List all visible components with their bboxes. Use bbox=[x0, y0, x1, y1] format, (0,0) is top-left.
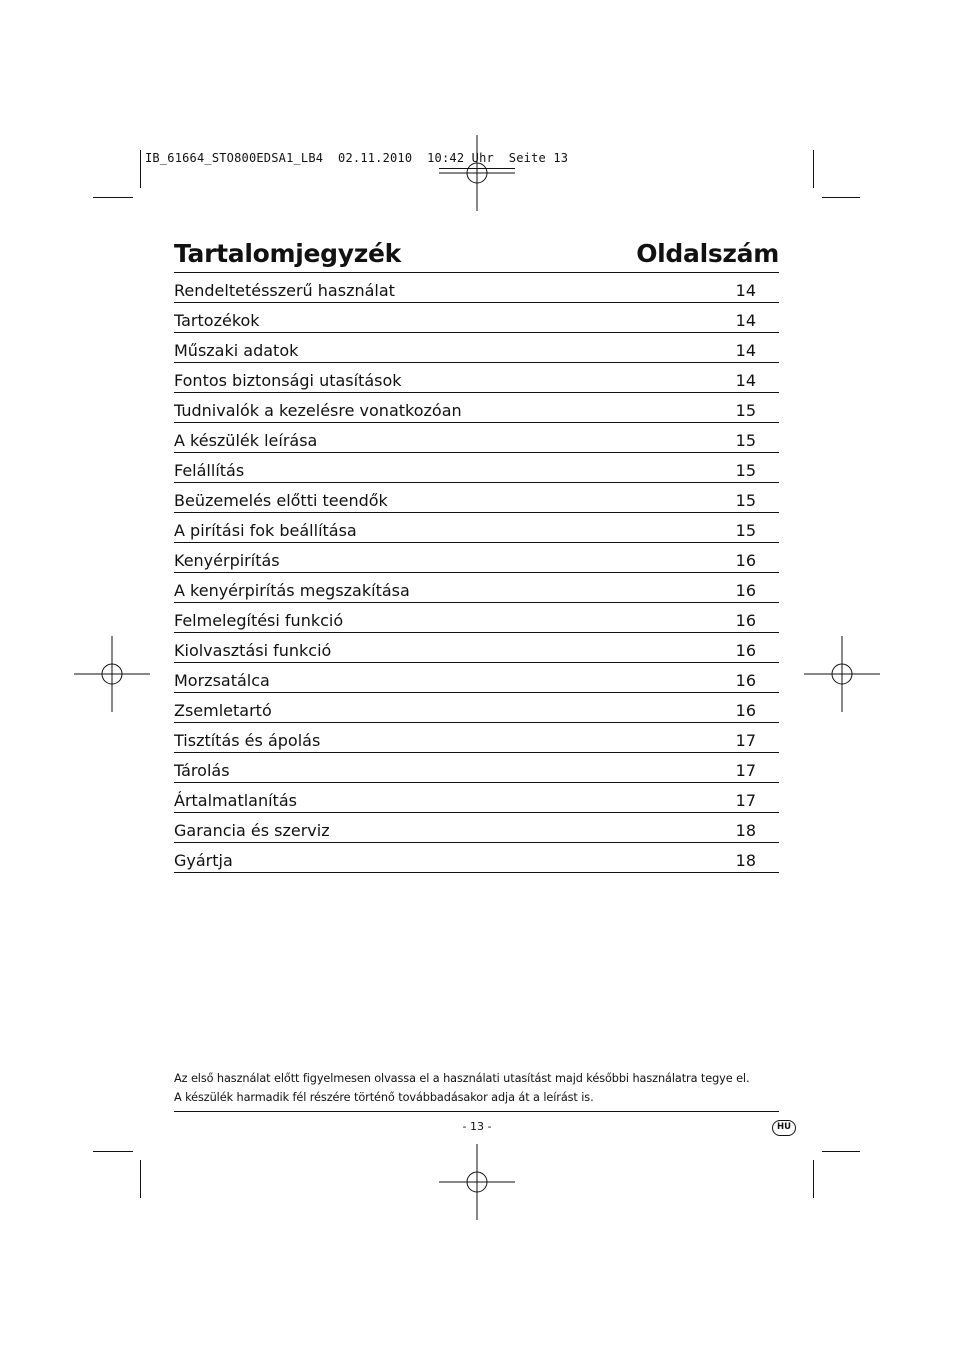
toc-entry-page: 17 bbox=[735, 791, 756, 810]
toc-entry bbox=[174, 339, 779, 363]
toc-entry bbox=[174, 609, 779, 633]
toc-entry-page: 15 bbox=[735, 521, 756, 540]
toc-entry-page: 15 bbox=[735, 401, 756, 420]
toc-page-heading: Oldalszám bbox=[636, 239, 779, 268]
toc-entry-label: Gyártja bbox=[174, 851, 233, 870]
toc-entry bbox=[174, 279, 779, 303]
crop-mark bbox=[813, 150, 814, 188]
toc-entry bbox=[174, 399, 779, 423]
registration-mark-icon bbox=[439, 1144, 515, 1220]
crop-mark bbox=[93, 1151, 133, 1152]
page-number: - 13 - bbox=[462, 1120, 492, 1133]
footer-rule bbox=[174, 1111, 779, 1112]
toc-entry bbox=[174, 819, 779, 843]
footer-note-line: A készülék harmadik fél részére történő továbbadásakor adja át a leírást is. bbox=[174, 1091, 594, 1104]
toc-entry-label: A kenyérpirítás megszakítása bbox=[174, 581, 410, 600]
table-of-contents bbox=[174, 236, 779, 879]
toc-entry bbox=[174, 699, 779, 723]
toc-entry-page: 16 bbox=[735, 611, 756, 630]
language-badge: HU bbox=[772, 1120, 796, 1136]
toc-entry-page: 18 bbox=[735, 851, 756, 870]
toc-header bbox=[174, 236, 779, 273]
registration-mark-icon bbox=[804, 636, 880, 712]
toc-entry bbox=[174, 309, 779, 333]
toc-entry-page: 14 bbox=[735, 371, 756, 390]
toc-entry-page: 14 bbox=[735, 311, 756, 330]
toc-entry-page: 14 bbox=[735, 341, 756, 360]
toc-entry bbox=[174, 729, 779, 753]
toc-entry-page: 16 bbox=[735, 701, 756, 720]
toc-entry-label: Tisztítás és ápolás bbox=[174, 731, 321, 750]
toc-entry-page: 17 bbox=[735, 761, 756, 780]
toc-entry bbox=[174, 519, 779, 543]
toc-entry-page: 16 bbox=[735, 581, 756, 600]
print-slug: IB_61664_STO800EDSA1_LB4 02.11.2010 10:42 Uhr Seite 13 bbox=[145, 151, 569, 165]
toc-entry-label: Ártalmatlanítás bbox=[174, 791, 297, 810]
toc-entry-label: A készülék leírása bbox=[174, 431, 318, 450]
toc-entry-page: 16 bbox=[735, 641, 756, 660]
toc-title: Tartalomjegyzék bbox=[174, 239, 401, 268]
toc-entry bbox=[174, 429, 779, 453]
toc-entry-label: Kenyérpirítás bbox=[174, 551, 280, 570]
toc-entry-label: Garancia és szerviz bbox=[174, 821, 330, 840]
toc-entry bbox=[174, 669, 779, 693]
toc-entry-label: Fontos biztonsági utasítások bbox=[174, 371, 402, 390]
toc-entry-label: Kiolvasztási funkció bbox=[174, 641, 332, 660]
toc-entry-label: Felállítás bbox=[174, 461, 245, 480]
toc-entries bbox=[174, 279, 779, 873]
toc-entry-page: 18 bbox=[735, 821, 756, 840]
toc-entry-page: 14 bbox=[735, 281, 756, 300]
toc-entry bbox=[174, 759, 779, 783]
toc-entry bbox=[174, 549, 779, 573]
toc-entry bbox=[174, 489, 779, 513]
footer-note-line: Az első használat előtt figyelmesen olvassa el a használati utasítást majd későbbi használatra tegye el. bbox=[174, 1072, 750, 1085]
toc-entry-label: Felmelegítési funkció bbox=[174, 611, 344, 630]
toc-entry bbox=[174, 369, 779, 393]
toc-entry bbox=[174, 849, 779, 873]
toc-entry bbox=[174, 639, 779, 663]
toc-entry-label: Beüzemelés előtti teendők bbox=[174, 491, 388, 510]
toc-entry-label: Morzsatálca bbox=[174, 671, 270, 690]
toc-entry-page: 15 bbox=[735, 431, 756, 450]
registration-mark-icon bbox=[439, 135, 515, 211]
footer-note bbox=[174, 1069, 779, 1107]
toc-entry-label: A pirítási fok beállítása bbox=[174, 521, 357, 540]
toc-entry-label: Rendeltetésszerű használat bbox=[174, 281, 395, 300]
toc-entry bbox=[174, 579, 779, 603]
toc-entry-label: Tartozékok bbox=[174, 311, 260, 330]
toc-entry-label: Tárolás bbox=[174, 761, 230, 780]
crop-mark bbox=[822, 1151, 860, 1152]
crop-mark bbox=[813, 1160, 814, 1198]
toc-entry-label: Tudnivalók a kezelésre vonatkozóan bbox=[174, 401, 462, 420]
crop-mark bbox=[140, 150, 141, 188]
toc-entry bbox=[174, 459, 779, 483]
crop-mark bbox=[93, 197, 133, 198]
toc-entry-page: 17 bbox=[735, 731, 756, 750]
toc-entry-page: 15 bbox=[735, 461, 756, 480]
toc-entry-label: Műszaki adatok bbox=[174, 341, 299, 360]
toc-entry-page: 16 bbox=[735, 551, 756, 570]
crop-mark bbox=[140, 1160, 141, 1198]
toc-entry-page: 15 bbox=[735, 491, 756, 510]
crop-mark bbox=[822, 197, 860, 198]
toc-entry bbox=[174, 789, 779, 813]
toc-entry-label: Zsemletartó bbox=[174, 701, 272, 720]
registration-mark-icon bbox=[74, 636, 150, 712]
toc-entry-page: 16 bbox=[735, 671, 756, 690]
